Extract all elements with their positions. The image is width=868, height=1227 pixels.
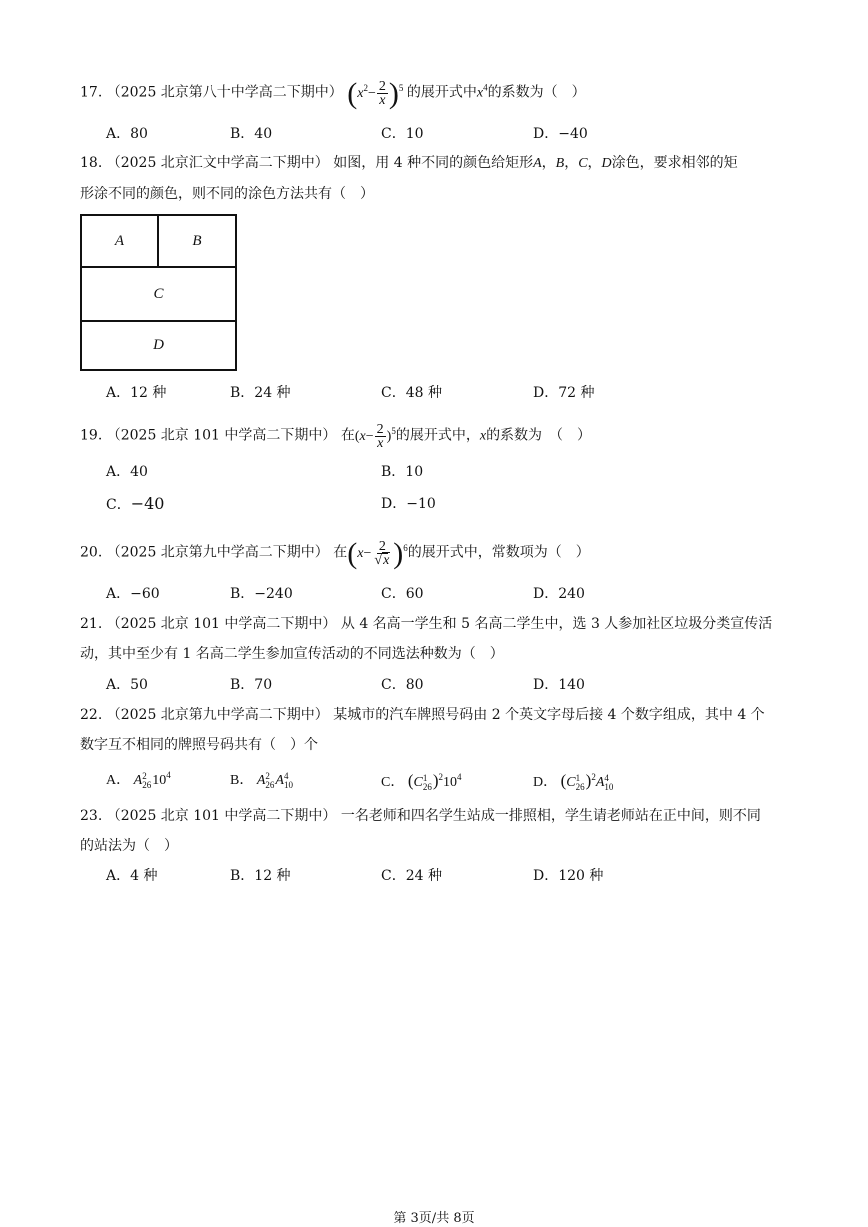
- option-c: C． (C 1 26 )$^210^4$: [381, 771, 462, 792]
- question-source: （2025 北京 101 中学高二下期中）: [106, 808, 337, 824]
- option-a: A．4 种: [106, 868, 158, 884]
- option-c: C．10: [381, 126, 424, 142]
- question-20-stem: 20. （2025 北京第九中学高二下期中） 在(x− $\frac{2}{√x}$ )$^6$的展开式中，常数项为（ ）: [80, 536, 590, 570]
- option-d: D．−40: [533, 126, 588, 142]
- option-a: A． A 2 26 $10^4$: [106, 770, 171, 790]
- question-22-stem: 22. （2025 北京第九中学高二下期中） 某城市的汽车牌照号码由 2 个英文字母后接 4 个数字组成，其中 4 个: [80, 707, 765, 723]
- option-d: D．140: [533, 677, 585, 693]
- question-source: （2025 北京汇文中学高二下期中）: [106, 155, 329, 171]
- question-18-stem-line2: 形涂不同的颜色，则不同的涂色方法共有（ ）: [80, 186, 374, 202]
- cell-b: B: [159, 216, 235, 268]
- math-expression: (x− $\frac{2}{√x}$ )$^6$: [347, 536, 408, 570]
- option-d: D． (C 1 26 )$^2$A 4 10: [533, 771, 614, 792]
- question-source: （2025 北京 101 中学高二下期中）: [106, 616, 337, 632]
- option-d: D．120 种: [533, 868, 604, 884]
- question-number: 22.: [80, 707, 103, 723]
- cell-c: C: [82, 268, 235, 322]
- question-17-stem: 17. （2025 北京第八十中学高二下期中） ($x^2-$ $\frac{2}{x}$ )$^5$ 的展开式中$x^4$的系数为（ ）: [80, 76, 586, 110]
- question-23-stem-line2: 的站法为（ ）: [80, 838, 178, 854]
- question-number: 19.: [80, 427, 103, 444]
- question-source: （2025 北京第八十中学高二下期中）: [106, 84, 343, 101]
- option-b: B．10: [381, 464, 424, 480]
- math-expression: ($x^2-$ $\frac{2}{x}$ )$^5$: [347, 76, 404, 110]
- page-footer: 第 3页/共 8页: [393, 1211, 475, 1226]
- question-number: 20.: [80, 544, 103, 561]
- math-expression: (x− $\frac{2}{x}$ )$^5$: [354, 422, 396, 451]
- option-a: A．−60: [106, 586, 160, 602]
- question-23-stem: 23. （2025 北京 101 中学高二下期中） 一名老师和四名学生站成一排照相，学生请老师站在正中间，则不同: [80, 808, 761, 824]
- option-b: B．12 种: [230, 868, 291, 884]
- option-c: C．80: [381, 677, 424, 693]
- option-b: B．−240: [230, 586, 293, 602]
- question-22-stem-line2: 数字互不相同的牌照号码共有（ ）个: [80, 737, 318, 753]
- question-number: 21.: [80, 616, 103, 632]
- option-d: D．240: [533, 586, 585, 602]
- option-c: C．24 种: [381, 868, 442, 884]
- option-c: C．60: [381, 586, 424, 602]
- question-21-stem-line2: 动，其中至少有 1 名高二学生参加宣传活动的不同选法种数为（ ）: [80, 646, 504, 662]
- option-a: A．40: [106, 464, 148, 480]
- option-c: C．48 种: [381, 385, 442, 401]
- option-b: B． A 2 26 A 4 10: [230, 770, 293, 790]
- option-b: B．24 种: [230, 385, 291, 401]
- option-a: A．80: [106, 126, 148, 142]
- question-source: （2025 北京第九中学高二下期中）: [106, 544, 329, 561]
- question-number: 23.: [80, 808, 103, 824]
- question-source: （2025 北京 101 中学高二下期中）: [106, 427, 337, 444]
- question-source: （2025 北京第九中学高二下期中）: [106, 707, 329, 723]
- option-a: A．50: [106, 677, 148, 693]
- option-d: D．−10: [381, 496, 436, 512]
- question-number: 17.: [80, 84, 103, 101]
- rectangle-diagram: [80, 214, 237, 371]
- option-b: B．70: [230, 677, 273, 693]
- option-b: B．40: [230, 126, 273, 142]
- question-number: 18.: [80, 155, 103, 171]
- question-19-stem: 19. （2025 北京 101 中学高二下期中） 在(x− $\frac{2}{x}$ )$^5$的展开式中，x的系数为 （ ）: [80, 422, 592, 451]
- question-21-stem: 21. （2025 北京 101 中学高二下期中） 从 4 名高一学生和 5 名高二学生中，选 3 人参加社区垃圾分类宣传活: [80, 616, 773, 632]
- cell-a: A: [82, 216, 159, 268]
- question-18-stem: 18. （2025 北京汇文中学高二下期中） 如图，用 4 种不同的颜色给矩形A，B，C，D涂色，要求相邻的矩: [80, 155, 738, 171]
- option-a: A．12 种: [106, 385, 167, 401]
- option-d: D．72 种: [533, 385, 595, 401]
- cell-d: D: [153, 337, 164, 353]
- option-c: C．−40: [106, 494, 165, 513]
